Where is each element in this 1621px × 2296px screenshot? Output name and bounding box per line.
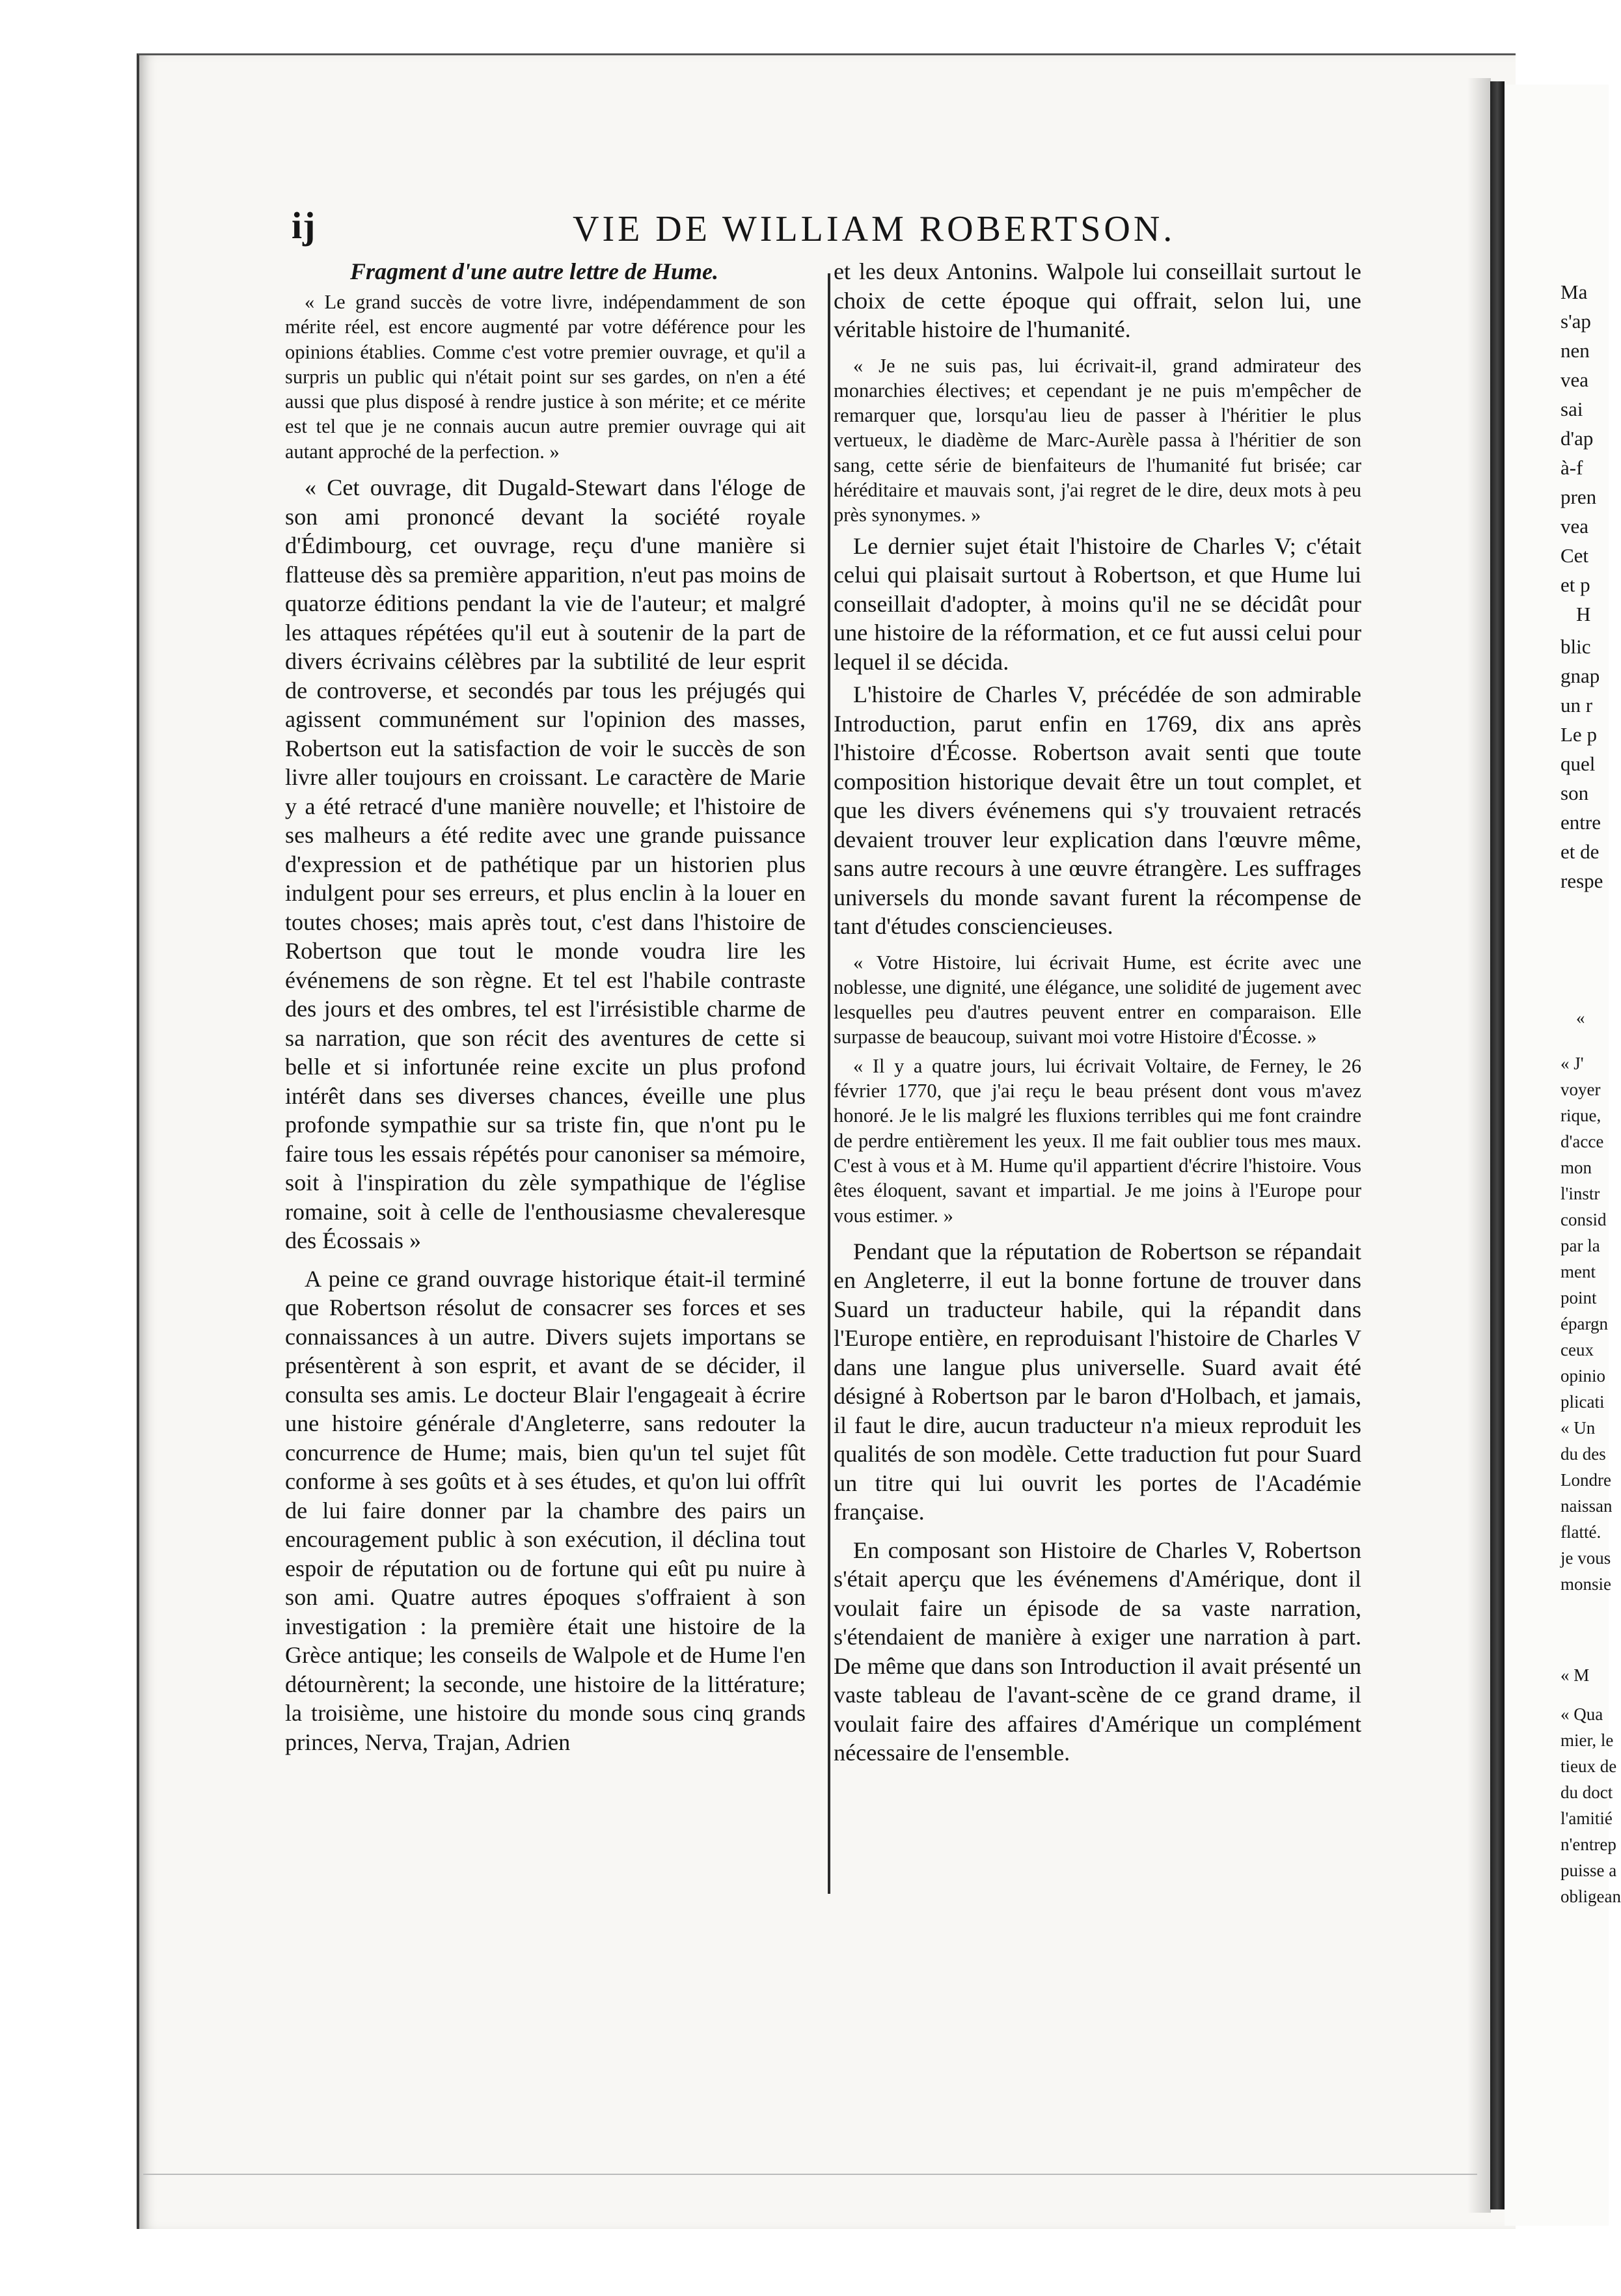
adjacent-page-fragment: mier, le — [1560, 1730, 1614, 1750]
adjacent-page-fragment: point — [1560, 1288, 1597, 1307]
adjacent-page-fragment: rique, — [1560, 1106, 1601, 1125]
adjacent-page-fragment: blic — [1560, 635, 1591, 658]
adjacent-page-fragment: consid — [1560, 1210, 1607, 1229]
adjacent-page-fragment: ceux — [1560, 1340, 1594, 1360]
adjacent-page-fragment: son — [1560, 782, 1589, 804]
adjacent-page-fragment: « J' — [1560, 1054, 1584, 1073]
body-paragraph: A peine ce grand ouvrage historique était-il terminé que Robertson résolut de consacrer ses forces et ses connaissances à un autre. Divers sujets importans se présentèrent à son esprit, et avant de se décider, il consulta ses amis. Le docteur Blair l'engageait à écrire une histoire générale d'Angleterre, sans redouter la concurrence de Hume; mais, bien qu'un tel sujet fût conforme à ses goûts et à ses études, et qu'on lui offrît de lui faire donner par la chambre des pairs un encouragement public à son exécution, il déclina tout espoir de réputation ou de fortune qui eût pu nuire à son ami. Quatre autres époques s'offraient à son investigation : la première était une histoire de la Grèce antique; les conseils de Walpole et de Hume l'en détournèrent; la seconde, une histoire de la littérature; la troisième, une histoire du monde sous cinq grands princes, Nerva, Trajan, Adrien — [285, 1265, 806, 1755]
column-divider — [828, 273, 830, 1894]
adjacent-page-fragment: à-f — [1560, 456, 1583, 479]
adjacent-page-fragment: d'acce — [1560, 1132, 1604, 1151]
adjacent-page-fragment: respe — [1560, 869, 1603, 892]
adjacent-page-fragment: « Un — [1560, 1418, 1596, 1438]
page-folio: ij — [292, 204, 316, 247]
adjacent-page-fragment: naissan — [1560, 1496, 1613, 1516]
body-paragraph: Pendant que la réputation de Robertson se répandait en Angleterre, il eut la bonne fortune de trouver dans Suard un traducteur habile, qui la répandit dans l'Europe entière, en reproduisant l'histoire de Charles V dans une langue plus universelle. Suard avait été désigné à Robertson par le baron d'Holbach, et jamais, il faut le dire, aucun traducteur n'a mieux reproduit les qualités de son modèle. Cette traduction fut pour Suard un titre qui lui ouvrit les portes de l'Académie française. — [834, 1238, 1361, 1525]
page-edge-line — [143, 2174, 1477, 2175]
adjacent-page-fragment: l'instr — [1560, 1184, 1600, 1203]
adjacent-page-fragment: Ma — [1560, 280, 1588, 303]
adjacent-page-fragment: quel — [1560, 752, 1596, 775]
adjacent-page-fragment: obligean — [1560, 1887, 1621, 1906]
binding-gutter — [1490, 81, 1505, 2209]
left-column — [285, 257, 806, 1760]
adjacent-page-fragment: ment — [1560, 1262, 1596, 1281]
adjacent-page-fragment: épargn — [1560, 1314, 1608, 1333]
adjacent-page-fragment: mon — [1560, 1158, 1592, 1177]
adjacent-page-fragment: et p — [1560, 573, 1590, 596]
adjacent-page-fragment: nen — [1560, 339, 1590, 362]
adjacent-page-fragment: tieux de — [1560, 1756, 1617, 1776]
adjacent-page-fragment: sai — [1560, 398, 1583, 420]
adjacent-page-fragment: « — [1576, 1008, 1585, 1028]
adjacent-page-fragment: Cet — [1560, 544, 1589, 567]
adjacent-page-fragment: entre — [1560, 811, 1601, 834]
adjacent-page-fragment: H — [1576, 603, 1591, 625]
adjacent-page-fragment: puisse a — [1560, 1861, 1617, 1880]
adjacent-page-fragment: vea — [1560, 515, 1589, 538]
fragment-title: Fragment d'une autre lettre de Hume. — [350, 258, 719, 284]
adjacent-page-fragment: et de — [1560, 840, 1600, 863]
binding-shadow — [1467, 78, 1491, 2213]
adjacent-page-fragment: du des — [1560, 1444, 1606, 1464]
adjacent-page — [1505, 85, 1621, 2226]
adjacent-page-fragment: Le p — [1560, 723, 1597, 746]
hume-letter-quote: « Votre Histoire, lui écrivait Hume, est écrite avec une noblesse, une dignité, une élégance, une solidité de jugement avec lesquelles peu d'autres peuvent entrer en comparaison. Elle surpasse de beaucoup, suivant moi votre Histoire d'Écosse. » — [834, 951, 1361, 1048]
dugald-stewart-quote: « Cet ouvrage, dit Dugald-Stewart dans l'éloge de son ami prononcé devant la société royale d'Édimbourg, cet ouvrage, reçu d'une manière si flatteuse dès sa première apparition, n'eut pas moins de quatorze éditions pendant la vie de l'auteur; et malgré les attaques répétées qu'il eut à soutenir de la part de divers écrivains célèbres par la subtilité de leur esprit de controverse, et secondés par tous les préjugés qui agissent communément sur l'opinion des masses, Robertson eut la satisfaction de voir le succès de son livre aller toujours en croissant. Le caractère de Marie y a été retracé d'une manière nouvelle; et l'histoire de ses malheurs a été redite avec une grande puissance d'expression et de pathétique par un historien plus indulgent pour ses erreurs, et plus enclin à la louer en toutes choses; mais après tout, c'est dans l'histoire de Robertson que tout le monde voudra lire les événemens de son règne. Et tel est l'habile contraste des jours et des ombres, tel est l'irrésistible charme de sa narration, que son récit des aventures de cette si belle et si infortunée reine excite un plus profond intérêt dans ses diverses chances, éveille une plus profonde sympathie sur sa triste fin, que n'ont pu le faire tous les essais répétés pour canoniser sa mémoire, soit à l'inspiration du zèle sympathique de l'église romaine, soit à celle de l'enthousiasme chevaleresque des Écossais » — [285, 474, 806, 1254]
running-title: VIE DE WILLIAM ROBERTSON. — [573, 209, 1176, 249]
adjacent-page-fragment: voyer — [1560, 1080, 1601, 1099]
adjacent-page-fragment: l'amitié — [1560, 1809, 1613, 1828]
adjacent-page-fragment: d'ap — [1560, 427, 1594, 450]
adjacent-page-fragment: vea — [1560, 368, 1589, 391]
adjacent-page-fragment: « Qua — [1560, 1704, 1603, 1724]
right-column — [834, 257, 1361, 1771]
adjacent-page-fragment: s'ap — [1560, 310, 1591, 333]
voltaire-letter-quote: « Il y a quatre jours, lui écrivait Voltaire, de Ferney, le 26 février 1770, que j'ai reçu le beau présent dont vous m'avez honoré. Je le lis malgré les fluxions terribles qui me font craindre de perdre entièrement les yeux. Il me fait oublier tous mes maux. C'est à vous et à M. Hume qu'il appartient d'écrire l'histoire. Vous êtes éloquent, savant et impartial. Je me joins à l'Europe pour vous estimer. » — [834, 1054, 1361, 1227]
adjacent-page-fragment: je vous — [1560, 1548, 1611, 1568]
body-paragraph: et les deux Antonins. Walpole lui conseillait surtout le choix de cette époque qui offrait, selon lui, une véritable histoire de l'humanité. — [834, 258, 1361, 342]
adjacent-page-fragment: un r — [1560, 694, 1593, 717]
body-paragraph: En composant son Histoire de Charles V, Robertson s'était aperçu que les événemens d'Amérique, dont il voulait faire un épisode de sa vaste narration, s'étendaient de manière à exiger une narration à part. De même que dans son Introduction il avait présenté un vaste tableau de l'avant-scène de ce grand drame, il voulait faire des affaires d'Amérique un complément nécessaire de l'ensemble. — [834, 1537, 1361, 1766]
adjacent-page-fragment: plicati — [1560, 1392, 1605, 1412]
walpole-letter-quote: « Je ne suis pas, lui écrivait-il, grand admirateur des monarchies électives; et cependant je ne puis m'empêcher de remarquer que, lorsqu'au lieu de passer à l'héritier le plus vertueux, le diadème de Marc-Aurèle passa à l'héritier de son sang, cette série de bienfaiteurs de l'humanité fut brisée; car héréditaire et mauvais sont, j'ai regret de le dire, deux mots à peu près synonymes. » — [834, 354, 1361, 526]
body-paragraph: L'histoire de Charles V, précédée de son admirable Introduction, parut enfin en 1769, dix ans après l'histoire d'Écosse. Robertson avait senti que toute composition historique devait être un tout complet, et que les divers événemens qui s'y trouvaient retracés devaient trouver leur explication dans l'œuvre même, sans autre recours à une œuvre étrangère. Les suffrages universels du monde savant furent la récompense de tant d'études consciencieuses. — [834, 681, 1361, 940]
adjacent-page-fragment: du doct — [1560, 1783, 1613, 1802]
body-paragraph: Le dernier sujet était l'histoire de Charles V; c'était celui qui plaisait surtout à Robertson, et que Hume lui conseillait d'adopter, à moins qu'il ne se décidât pour une histoire de la réformation, et ce fut aussi celui pour lequel il se décida. — [834, 532, 1361, 675]
adjacent-page-fragment: « M — [1560, 1665, 1590, 1685]
adjacent-page-fragment: n'entrep — [1560, 1835, 1616, 1854]
hume-letter-quote: « Le grand succès de votre livre, indépendamment de son mérite réel, est encore augmenté par votre déférence pour les opinions établies. Comme c'est votre premier ouvrage, et qu'il a surpris un public qui n'était point sur ses gardes, on n'en a été aussi que plus disposé à rendre justice à son mérite; et ce mérite est tel que je ne connais aucun autre premier ouvrage qui ait autant approché de la perfection. » — [285, 291, 806, 463]
adjacent-page-fragment: gnap — [1560, 664, 1600, 687]
adjacent-page-fragment: flatté. — [1560, 1522, 1601, 1542]
adjacent-page-fragment: Londre — [1560, 1470, 1611, 1490]
adjacent-page-fragment: monsie — [1560, 1574, 1611, 1594]
adjacent-page-fragment: opinio — [1560, 1366, 1606, 1386]
adjacent-page-fragment: pren — [1560, 485, 1597, 508]
adjacent-page-fragment: par la — [1560, 1236, 1600, 1255]
